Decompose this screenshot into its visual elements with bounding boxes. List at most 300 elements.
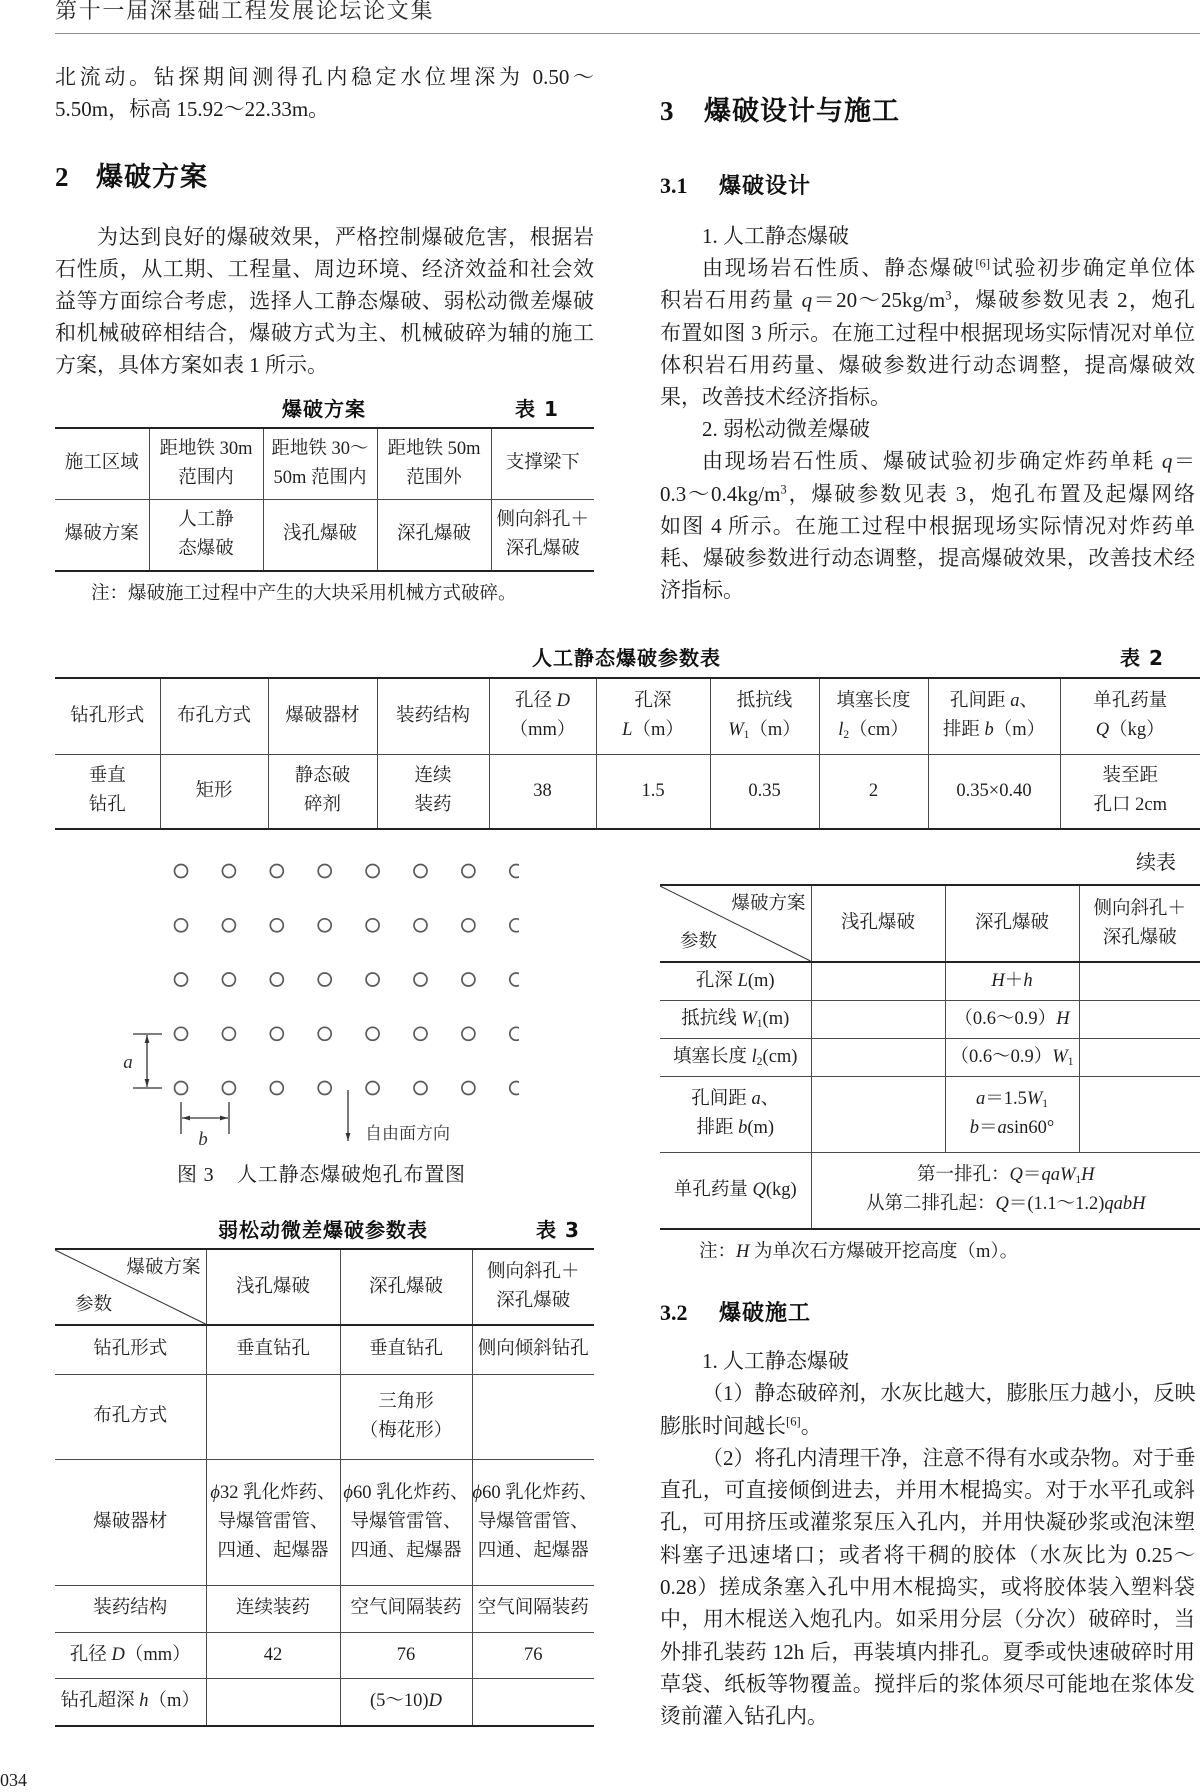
text-run: ＝ [1023, 1165, 1042, 1185]
column-header-cell [491, 428, 594, 499]
cell-line [269, 762, 377, 791]
subscript: 1 [1068, 1055, 1074, 1067]
free-face-direction [348, 1090, 450, 1143]
cell-line [820, 687, 928, 716]
column-header-cell [928, 678, 1060, 754]
text-run: 60 乳化炸药、 [482, 1483, 598, 1503]
text-line [660, 1700, 1195, 1732]
text-run: （m） [632, 720, 683, 740]
text-run: 孔口 2cm [1094, 795, 1167, 815]
table-title: 人工静态爆破参数表 [532, 646, 721, 670]
table-row [660, 1152, 1200, 1229]
paragraph [660, 1377, 1195, 1442]
column-header-cell [596, 678, 710, 754]
text-line [660, 220, 1195, 252]
blast-hole [462, 1027, 475, 1040]
blast-hole [366, 865, 379, 878]
text-line [660, 574, 1195, 606]
cell-line [812, 909, 945, 938]
cell-line [341, 1388, 472, 1417]
column-header-cell [206, 1249, 340, 1325]
table-cell [945, 1076, 1079, 1152]
cell-line [55, 1335, 206, 1364]
subscript: 1 [1042, 1098, 1048, 1110]
table-cell [206, 1325, 340, 1374]
section-number: 2 [55, 161, 96, 193]
text-run: （0.6～0.9） [954, 1009, 1056, 1029]
blast-hole [366, 919, 379, 932]
text-run: 益等方面综合考虑，选择人工静态爆破、弱松动微差爆破 [55, 289, 594, 313]
page-number: 034 [0, 1768, 27, 1792]
column-header-cell [811, 885, 945, 962]
text-run: 孔间距 [691, 1089, 751, 1109]
text-run: （1）静态破碎剂，水灰比越大，膨胀压力越小，反映 [702, 1381, 1196, 1405]
cell-line [1080, 895, 1200, 924]
blast-hole [175, 865, 188, 878]
text-run: 四通、起爆器 [350, 1541, 461, 1561]
cell-line [341, 1537, 472, 1566]
text-line [55, 61, 594, 93]
math-variable: Q [995, 1194, 1008, 1214]
text-run: 孔径 [515, 691, 557, 711]
text-line [660, 445, 1195, 477]
text-run: 钻孔形式 [70, 706, 144, 726]
blast-hole [318, 973, 331, 986]
table-cell [811, 1076, 945, 1152]
cell-line [55, 1402, 206, 1431]
text-run: 装药 [414, 795, 451, 815]
text-run: 垂直钻孔 [369, 1339, 443, 1359]
column-header-cell [55, 428, 149, 499]
text-run: 果，改善技术经济指标。 [660, 385, 891, 409]
text-run: 布孔方式 [93, 1406, 167, 1426]
table-cell [340, 1678, 472, 1726]
paragraph [660, 252, 1195, 413]
text-run: 北流动。钻探期间测得孔内稳定水位埋深为 0.50～ [55, 65, 594, 89]
section-heading [55, 161, 208, 194]
cell-line [492, 535, 595, 564]
cell-line [946, 967, 1079, 996]
text-run: 草袋、纸板等物覆盖。搅拌后的浆体须尽可能地在浆体发 [660, 1672, 1195, 1696]
subscript: 1 [744, 729, 750, 741]
text-run: 导爆管雷管、 [217, 1512, 328, 1532]
text-run: 排距 [943, 720, 985, 740]
text-run: 和机械破碎相结合，爆破方式为主、机械破碎为辅的施工 [55, 321, 594, 345]
text-run: 空气间隔装药 [478, 1598, 589, 1618]
blast-hole [270, 919, 283, 932]
text-run: 静态破 [295, 766, 351, 786]
blast-hole [222, 1027, 235, 1040]
text-run: 注：爆破施工过程中产生的大块采用机械方式破碎。 [91, 584, 517, 604]
blast-hole [462, 973, 475, 986]
cell-line [492, 506, 595, 535]
text-run: ，爆破参数见表 2，炮孔 [952, 288, 1196, 312]
text-run: 直孔，可直接倾倒进去，并用木棍捣实。对于水平孔或斜 [660, 1478, 1195, 1502]
cell-line [490, 716, 596, 745]
blast-hole [366, 973, 379, 986]
table-cell [55, 1325, 206, 1374]
superscript: [6] [975, 257, 990, 271]
cell-line [597, 687, 710, 716]
table-cell [811, 962, 945, 1000]
text-run: 石性质，从工期、工程量、周边环境、经济效益和社会效 [55, 257, 594, 281]
cell-line [264, 435, 377, 464]
table-row [55, 499, 594, 571]
math-variable: qaW [1041, 1165, 1075, 1185]
text-line [660, 1668, 1195, 1700]
text-run: 方案，具体方案如表 1 所示。 [55, 353, 328, 377]
cell-line [1061, 716, 1200, 745]
table-cell [472, 1374, 594, 1459]
table-cell [206, 1585, 340, 1632]
figure-caption [177, 1162, 466, 1188]
text-run: 钻孔形式 [93, 1339, 167, 1359]
table-row [660, 1000, 1200, 1038]
text-line [660, 381, 1195, 413]
cell-line [492, 449, 595, 478]
section-number: 3.1 [660, 171, 719, 201]
text-run: 浅孔爆破 [236, 1277, 310, 1297]
text-run: 孔间距 [950, 691, 1010, 711]
text-run: 0.28）搓成条塞入孔中用木棍捣实，或将胶体装入塑料袋 [660, 1575, 1195, 1599]
column-header-cell [149, 428, 263, 499]
text-run: 1.5 [641, 781, 664, 801]
text-run: 50m 范围内 [273, 468, 366, 488]
table-title: 弱松动微差爆破参数表 [218, 1218, 428, 1242]
table-cell [945, 1000, 1079, 1038]
text-run: 0.3～0.4kg/m [660, 482, 780, 506]
cell-line [55, 1687, 206, 1716]
math-variable: b [985, 720, 994, 740]
cell-line [207, 1479, 340, 1508]
math-variable: a [751, 1089, 760, 1109]
cell-line [946, 1114, 1079, 1143]
running-header: 第十一届深基础工程发展论坛论文集 [55, 0, 434, 22]
cell-line [946, 909, 1079, 938]
cell-line [378, 702, 489, 731]
blast-hole [414, 919, 427, 932]
text-run: 空气间隔装药 [350, 1598, 461, 1618]
cell-line [55, 702, 160, 731]
text-run: 0.35 [748, 781, 780, 801]
table-cell [1060, 754, 1200, 829]
text-run: （mm） [125, 1645, 191, 1665]
table-cell [472, 1678, 594, 1726]
blast-hole [462, 919, 475, 932]
cell-line [207, 1335, 340, 1364]
column-header-cell [160, 678, 268, 754]
text-run: 布置如图 3 所示。在施工过程中根据现场实际情况对单位 [660, 321, 1195, 345]
paragraph [660, 1345, 1195, 1377]
cell-line [378, 762, 489, 791]
column-header-cell [945, 885, 1079, 962]
table-cell [945, 962, 1079, 1000]
table-row [55, 754, 1200, 829]
text-run: ＋ [1005, 971, 1024, 991]
text-line [660, 284, 1195, 316]
table-note [699, 1239, 1018, 1265]
cell-line [341, 1417, 472, 1446]
text-run: 填塞长度 [836, 691, 910, 711]
paragraph [55, 221, 594, 381]
table-cell [55, 754, 160, 829]
text-run: 矩形 [195, 781, 232, 801]
math-variable: qabH [1104, 1194, 1145, 1214]
text-run: 装药结构 [396, 706, 470, 726]
text-line [660, 478, 1195, 510]
figure-title: 人工静态爆破炮孔布置图 [237, 1164, 466, 1186]
table-row [55, 1325, 594, 1374]
cell-line [597, 777, 710, 806]
column-header-cell [55, 678, 160, 754]
table-cell [206, 1632, 340, 1678]
table-number: 表 3 [536, 1218, 580, 1242]
spacing-a-label: a [123, 1052, 133, 1073]
subsection-heading [660, 1298, 811, 1329]
text-run: 0.35×0.40 [956, 781, 1031, 801]
text-run: 中，用木棍送入炮孔内。如采用分层（分次）破碎时，当 [660, 1607, 1195, 1631]
table-cell [472, 1632, 594, 1678]
paragraph [55, 61, 594, 125]
cell-line [812, 1161, 1200, 1190]
table-row [55, 1678, 594, 1726]
superscript: 3 [780, 482, 786, 496]
cell-line [150, 464, 263, 493]
text-run: 填塞长度 [673, 1047, 752, 1067]
cell-line [161, 777, 268, 806]
body-text-block [660, 1345, 1195, 1733]
table-cell [1079, 1038, 1200, 1076]
text-run: 42 [264, 1645, 283, 1665]
math-variable: W [741, 1009, 756, 1029]
text-run: 积岩石用药量 [660, 288, 802, 312]
table-number: 表 1 [515, 397, 559, 421]
text-run: 垂直 [89, 766, 126, 786]
text-run: 装至距 [1102, 766, 1158, 786]
cell-line [473, 1479, 595, 1508]
text-run: (5～10) [370, 1691, 429, 1711]
blast-hole [414, 973, 427, 986]
subscript: 1 [757, 1017, 763, 1029]
text-run: 2 [869, 781, 878, 801]
cell-line [55, 449, 149, 478]
cell-line [150, 435, 263, 464]
static-blasting-parameter-table [55, 677, 1200, 830]
blast-hole [366, 1082, 379, 1095]
column-header-cell [1060, 678, 1200, 754]
cell-line [490, 777, 596, 806]
cell-line [473, 1335, 595, 1364]
table-cell [149, 499, 263, 571]
cell-line [150, 535, 263, 564]
text-run: 装药结构 [93, 1598, 167, 1618]
blast-hole [318, 1082, 331, 1095]
table-3-continued [660, 884, 1200, 1230]
math-variable: ϕ [210, 1483, 220, 1503]
text-run: 钻孔超深 [61, 1691, 140, 1711]
table-row [660, 962, 1200, 1000]
math-variable: L [622, 720, 632, 740]
text-run: 侧向倾斜钻孔 [478, 1339, 589, 1359]
cell-line [490, 687, 596, 716]
text-run: 深孔爆破 [397, 524, 471, 544]
blast-hole [175, 1082, 188, 1095]
blast-hole [462, 865, 475, 878]
table-cell [472, 1585, 594, 1632]
text-run: 距地铁 30～ [271, 439, 368, 459]
text-run: （kg） [1109, 720, 1165, 740]
text-line [55, 221, 594, 253]
section-heading [660, 95, 900, 128]
table-cell [55, 499, 149, 571]
free-face-label: 自由面方向 [365, 1124, 450, 1143]
math-variable: D [557, 691, 570, 711]
table-cell [660, 1076, 811, 1152]
text-line [55, 93, 594, 125]
text-run: 浅孔爆破 [283, 524, 357, 544]
blasting-scheme-table [55, 427, 594, 572]
cell-line [341, 1335, 472, 1364]
math-variable: H [1056, 1009, 1069, 1029]
table-cell [660, 962, 811, 1000]
text-run: （cm） [849, 720, 909, 740]
table-cell [660, 1152, 811, 1229]
table-cell [340, 1325, 472, 1374]
table-row [55, 1374, 594, 1459]
math-variable: a [998, 1118, 1007, 1138]
text-run: 、 [1019, 691, 1038, 711]
paragraph [660, 220, 1195, 252]
text-run: 76 [524, 1645, 543, 1665]
text-run: 料塞子迅速堵口；或者将干稠的胶体（水灰比为 0.25～ [660, 1543, 1195, 1567]
text-line [55, 253, 594, 285]
cell-line [161, 702, 268, 731]
section-title: 爆破设计 [719, 174, 811, 199]
table-note [91, 581, 517, 607]
text-run: 76 [397, 1645, 416, 1665]
text-run: 由现场岩石性质、静态爆破 [702, 256, 975, 280]
cell-line [207, 1537, 340, 1566]
text-run: 垂直钻孔 [236, 1339, 310, 1359]
cell-line [341, 1641, 472, 1670]
cell-line [660, 1085, 811, 1114]
section-number: 3 [660, 95, 704, 127]
text-run: 抵抗线 [681, 1009, 741, 1029]
text-run: 孔深 [634, 691, 671, 711]
math-variable: l [838, 720, 843, 740]
math-variable: q [1162, 449, 1173, 473]
cell-line [341, 1273, 472, 1302]
cell-line [207, 1508, 340, 1537]
blast-hole [318, 919, 331, 932]
math-variable: D [111, 1645, 124, 1665]
text-run: 深孔爆破 [496, 1291, 570, 1311]
table-cell [377, 499, 491, 571]
cell-line [341, 1687, 472, 1716]
column-header-cell [377, 428, 491, 499]
body-text-block [55, 221, 594, 381]
math-variable: ϕ [343, 1483, 353, 1503]
text-run: 32 乳化炸药、 [220, 1483, 336, 1503]
table-continued-label: 续表 [1136, 850, 1176, 876]
text-run: 人工静 [178, 510, 234, 530]
text-run: 连续装药 [236, 1598, 310, 1618]
math-variable: D [429, 1691, 442, 1711]
subsection-heading [660, 171, 811, 202]
table-row [55, 1459, 594, 1585]
text-line [660, 1410, 1195, 1442]
cell-line [820, 716, 928, 745]
table-cell [945, 1038, 1079, 1076]
table-number: 表 2 [1120, 646, 1164, 670]
text-run: 四通、起爆器 [217, 1541, 328, 1561]
cell-line [1061, 791, 1200, 820]
math-variable: L [738, 971, 748, 991]
math-variable: ϕ [473, 1483, 483, 1503]
blast-hole [175, 919, 188, 932]
table-cell [160, 754, 268, 829]
text-run: 孔径 [70, 1645, 112, 1665]
text-run: 布孔方式 [177, 706, 251, 726]
cell-line [207, 1594, 340, 1623]
cell-line [341, 1479, 472, 1508]
text-run: （0.6～0.9） [951, 1047, 1053, 1067]
cell-line [378, 791, 489, 820]
math-variable: b [738, 1118, 747, 1138]
text-line [660, 1442, 1195, 1474]
table-row [55, 1585, 594, 1632]
text-run: 抵抗线 [737, 691, 793, 711]
table-cell [377, 754, 489, 829]
blast-hole [175, 1027, 188, 1040]
text-run: 钻孔 [89, 795, 126, 815]
math-variable: W [728, 720, 743, 740]
text-run: 由现场岩石性质、爆破试验初步确定炸药单耗 [702, 449, 1162, 473]
column-header-cell [819, 678, 928, 754]
text-run: 38 [533, 781, 552, 801]
math-variable: a [976, 1089, 985, 1109]
cell-line [55, 1641, 206, 1670]
blast-hole [222, 973, 235, 986]
math-variable: b [970, 1118, 979, 1138]
text-run: 从第二排孔起： [866, 1194, 996, 1214]
table-cell [660, 1038, 811, 1076]
text-line [660, 1539, 1195, 1571]
blast-hole [414, 865, 427, 878]
column-header-cell [263, 428, 377, 499]
cell-line [812, 1190, 1200, 1219]
cell-line [55, 791, 160, 820]
text-run: (m) [748, 971, 775, 991]
column-header-cell [55, 1249, 206, 1325]
text-run: （梅花形） [360, 1421, 453, 1441]
section-title: 爆破施工 [719, 1301, 811, 1326]
table-cell [340, 1374, 472, 1459]
table-cell [472, 1459, 594, 1585]
cell-line [341, 1594, 472, 1623]
table-cell [55, 1632, 206, 1678]
text-line [660, 542, 1195, 574]
table-cell [819, 754, 928, 829]
table-cell [206, 1459, 340, 1585]
text-line [660, 317, 1195, 349]
text-run: 1. 人工静态爆破 [702, 224, 849, 248]
text-run: 单孔药量 [1093, 691, 1167, 711]
text-run: 耗、爆破参数进行动态调整，提高爆破效果，改善技术经 [660, 546, 1195, 570]
superscript: [6] [786, 1414, 801, 1428]
table-cell [340, 1632, 472, 1678]
text-line [660, 1506, 1195, 1538]
